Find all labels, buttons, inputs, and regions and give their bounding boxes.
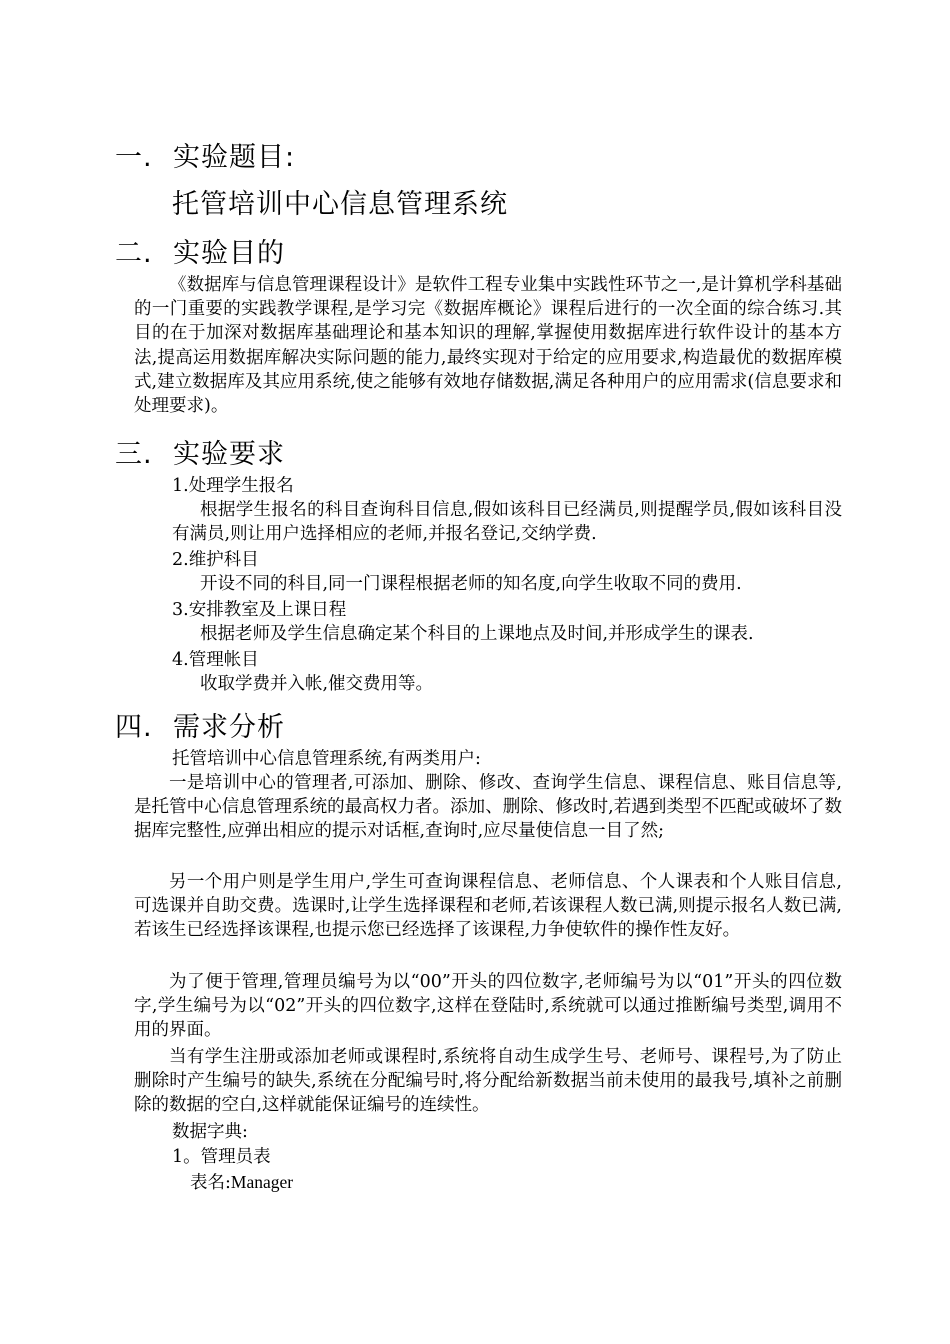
table-item-label: 1。管理员表 [172,1147,271,1167]
requirement-item-label: 3.安排教室及上课日程 [172,600,347,620]
section-1-heading [115,135,295,174]
section-4-number: 四. [115,712,153,743]
table-name-line [190,1170,293,1195]
section-1-number: 一. [115,142,153,173]
section-2-title: 实验目的 [173,238,285,269]
section-3-title: 实验要求 [173,439,285,470]
section-2-number: 二. [115,238,153,269]
analysis-paragraph-student: 另一个用户则是学生用户,学生可查询课程信息、老师信息、个人课表和个人账目信息,可选课并自助交费。选课时,让学生选择课程和老师,若该课程人数已满,则提示报名人数已满,若该生已经选择该课程,也提示您已经选择了该课程,力争使软件的操作性友好。 [134,872,842,941]
requirement-item-label: 4.管理帐目 [172,650,259,670]
section-3-number: 三. [115,439,153,470]
section-1-title: 实验题目: [173,142,296,173]
analysis-paragraph-admin: 一是培训中心的管理者,可添加、删除、修改、查询学生信息、课程信息、账目信息等,是托管中心信息管理系统的最高权力者。添加、删除、修改时,若遇到类型不匹配或破坏了数据库完整性,应弹出相应的提示对话框,查询时,应尽量使信息一目了然; [134,773,842,842]
analysis-paragraph-autogen: 当有学生注册或添加老师或课程时,系统将自动生成学生号、老师号、课程号,为了防止删除时产生编号的缺失,系统在分配编号时,将分配给新数据当前未使用的最我号,填补之前删除的数据的空白,这样就能保证编号的连续性。 [134,1047,842,1116]
section-2-heading [115,231,285,270]
table-name-value: Manager [230,1172,294,1192]
analysis-intro: 托管培训中心信息管理系统,有两类用户: [172,749,481,769]
requirement-item-desc: 收取学费并入帐,催交费用等。 [200,674,434,694]
section-4-heading [115,705,285,744]
section-4-title: 需求分析 [173,712,285,743]
requirement-item-desc: 根据老师及学生信息确定某个科目的上课地点及时间,并形成学生的课表. [200,624,754,644]
table-name-label: 表名: [190,1173,231,1193]
requirement-item-label: 1.处理学生报名 [172,476,294,496]
analysis-paragraph-numbering: 为了便于管理,管理员编号为以“00”开头的四位数字,老师编号为以“01”开头的四位数字,学生编号为以“02”开头的四位数字,这样在登陆时,系统就可以通过推断编号类型,调用不用的界面。 [134,972,842,1041]
data-dictionary-label: 数据字典: [172,1122,248,1142]
requirement-item-desc: 根据学生报名的科目查询科目信息,假如该科目已经满员,则提醒学员,假如该科目没有满员,则让用户选择相应的老师,并报名登记,交纳学费. [172,500,842,545]
purpose-paragraph: 《数据库与信息管理课程设计》是软件工程专业集中实践性环节之一,是计算机学科基础的一门重要的实践教学课程,是学习完《数据库概论》课程后进行的一次全面的综合练习.其目的在于加深对数据库基础理论和基本知识的理解,掌握使用数据库进行软件设计的基本方法,提高运用数据库解决实际问题的能力,最终实现对于给定的应用要求,构造最优的数据库模式,建立数据库及其应用系统,使之能够有效地存储数据,满足各种用户的应用需求(信息要求和处理要求)。 [134,275,842,417]
requirement-item-label: 2.维护科目 [172,550,259,570]
experiment-topic: 托管培训中心信息管理系统 [172,189,508,220]
requirement-item-desc: 开设不同的科目,同一门课程根据老师的知名度,向学生收取不同的费用. [200,574,742,594]
section-3-heading [115,432,285,471]
